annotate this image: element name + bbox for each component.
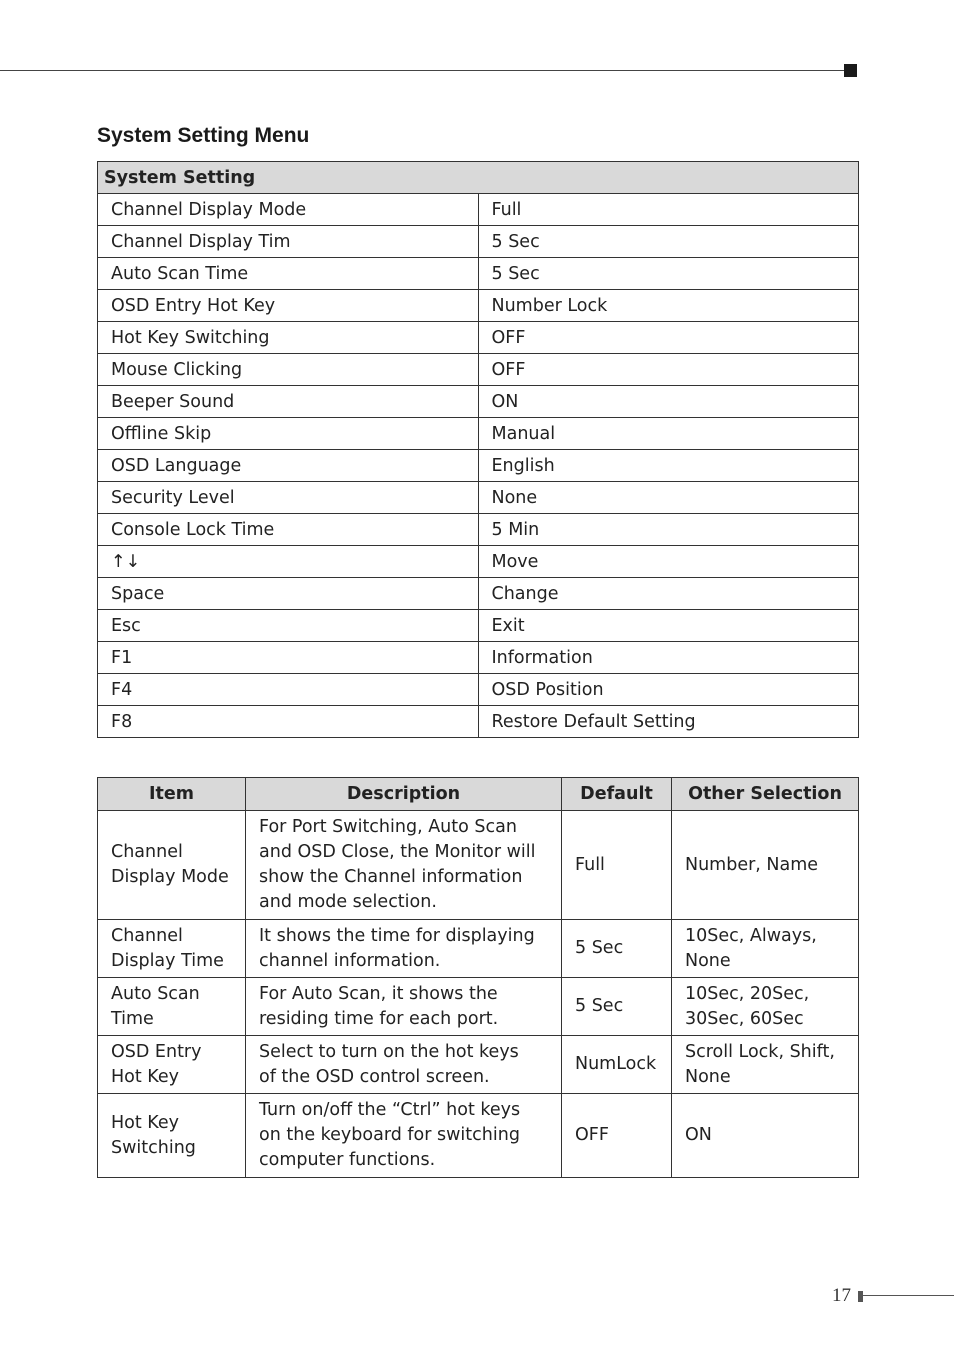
section-title: System Setting Menu [97,124,310,147]
setting-name: F8 [98,706,479,738]
setting-value: OFF [478,354,859,386]
column-header-description: Description [246,778,562,811]
page-number: 17 [832,1285,851,1306]
setting-value: Manual [478,418,859,450]
table-row [98,642,859,674]
description-cell [246,1094,562,1178]
table-row [98,322,859,354]
cell-line: Select to turn on the hot keys [259,1041,519,1062]
table-header-row [98,778,859,811]
cell-line: Hot Key [111,1066,180,1087]
setting-value: Number Lock [478,290,859,322]
default-cell: 5 Sec [562,978,672,1036]
column-header-default: Default [562,778,672,811]
table-row [98,482,859,514]
cell-line: show the Channel information [259,867,523,887]
setting-value: 5 Sec [478,226,859,258]
cell-line: None [685,950,731,971]
setting-name: Mouse Clicking [98,354,479,386]
table-row [98,194,859,226]
table-row [98,258,859,290]
header-rule [0,70,846,71]
setting-name: Esc [98,610,479,642]
setting-value: 5 Sec [478,258,859,290]
setting-value: Full [478,194,859,226]
cell-line: 10Sec, 20Sec, [685,983,810,1004]
other-selection-cell [672,811,859,920]
setting-name: Channel Display Tim [98,226,479,258]
setting-name: Space [98,578,479,610]
setting-value: Change [478,578,859,610]
cell-line: Channel [111,842,183,862]
column-header-other-selection: Other Selection [672,778,859,811]
cell-line: Hot Key [111,1112,180,1133]
table-row [98,546,859,578]
setting-name: F4 [98,674,479,706]
cell-line: and mode selection. [259,892,437,912]
table-row [98,978,859,1036]
other-selection-cell [672,978,859,1036]
setting-value: Information [478,642,859,674]
cell-line: Display Mode [111,867,229,887]
table-row [98,386,859,418]
setting-value: None [478,482,859,514]
setting-name: ↑↓ [98,546,479,578]
default-cell: Full [562,811,672,920]
cell-line: Number, Name [685,854,819,875]
cell-line: None [685,1066,731,1087]
cell-line: Switching [111,1137,196,1158]
table-row [98,418,859,450]
cell-line: 30Sec, 60Sec [685,1008,804,1029]
cell-line: Channel [111,925,183,946]
setting-value: 5 Min [478,514,859,546]
other-selection-cell [672,1094,859,1178]
description-cell [246,978,562,1036]
cell-line: of the OSD control screen. [259,1066,490,1087]
setting-name: F1 [98,642,479,674]
system-setting-table [97,161,859,738]
footer-marker [858,1291,863,1302]
setting-value: Exit [478,610,859,642]
table-header: System Setting [98,162,859,194]
setting-name: Auto Scan Time [98,258,479,290]
cell-line: For Auto Scan, it shows the [259,983,498,1004]
cell-line: and OSD Close, the Monitor will [259,842,536,862]
setting-name: OSD Language [98,450,479,482]
other-selection-cell [672,1036,859,1094]
item-cell [98,920,246,978]
item-cell [98,1094,246,1178]
description-cell [246,920,562,978]
cell-line: For Port Switching, Auto Scan [259,817,517,837]
table-row [98,811,859,920]
setting-name: Channel Display Mode [98,194,479,226]
setting-value: English [478,450,859,482]
item-cell [98,1036,246,1094]
header-square-marker [844,64,857,77]
cell-line: Turn on/off the “Ctrl” hot keys [259,1100,521,1120]
cell-line: Scroll Lock, Shift, [685,1041,835,1062]
table-row [98,1094,859,1178]
cell-line: ON [685,1125,712,1145]
cell-line: Auto Scan [111,983,200,1004]
table-row [98,290,859,322]
description-cell [246,1036,562,1094]
setting-value: ON [478,386,859,418]
table-row [98,674,859,706]
setting-value: OSD Position [478,674,859,706]
cell-line: 10Sec, Always, [685,925,817,946]
item-cell [98,811,246,920]
table-row [98,514,859,546]
cell-line: Time [111,1008,154,1029]
table-row [98,578,859,610]
description-cell [246,811,562,920]
table-header-row [98,162,859,194]
other-selection-cell [672,920,859,978]
column-header-item: Item [98,778,246,811]
cell-line: on the keyboard for switching [259,1125,520,1145]
setting-name: Console Lock Time [98,514,479,546]
table-row [98,226,859,258]
setting-value: OFF [478,322,859,354]
item-cell [98,978,246,1036]
table-row [98,354,859,386]
cell-line: It shows the time for displaying [259,925,535,946]
setting-name: OSD Entry Hot Key [98,290,479,322]
default-cell: NumLock [562,1036,672,1094]
setting-name: Beeper Sound [98,386,479,418]
setting-value: Move [478,546,859,578]
setting-description-table [97,777,859,1178]
setting-name: Offline Skip [98,418,479,450]
table-row [98,706,859,738]
default-cell: OFF [562,1094,672,1178]
setting-name: Hot Key Switching [98,322,479,354]
setting-name: Security Level [98,482,479,514]
cell-line: Display Time [111,950,224,971]
cell-line: channel information. [259,950,441,971]
table-row [98,1036,859,1094]
cell-line: residing time for each port. [259,1008,499,1029]
default-cell: 5 Sec [562,920,672,978]
table-row [98,450,859,482]
setting-value: Restore Default Setting [478,706,859,738]
footer-rule [863,1295,954,1296]
table-row [98,610,859,642]
table-row [98,920,859,978]
cell-line: OSD Entry [111,1041,202,1062]
cell-line: computer functions. [259,1150,436,1170]
